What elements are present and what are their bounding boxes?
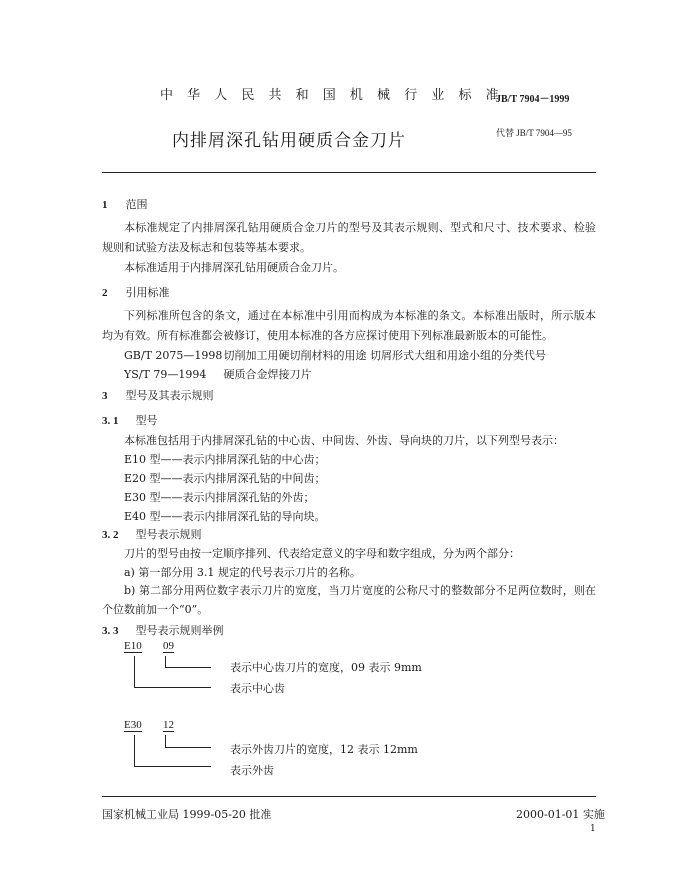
model-list-item: E20 型——表示内排屑深孔钻的中间齿；	[124, 472, 326, 485]
leader-line	[134, 687, 211, 688]
subsection-3-2-intro: 刀片的型号由按一定顺序排列、代表给定意义的字母和数字组成，分为两个部分：	[124, 547, 520, 560]
rule-item-a: a) 第一部分用 3.1 规定的代号表示刀片的名称。	[124, 566, 361, 579]
example-code: E10	[124, 640, 142, 652]
subsection-title: 型号	[135, 414, 158, 427]
subsection-3-2-heading	[102, 526, 202, 542]
section-2-paragraph-1: 下列标准所包含的条文，通过在本标准中引用而构成为本标准的条文。本标准出版时，所示版本均为有效。所有标准都会被修订，使用本标准的各方应探讨使用下列标准最新版本的可能性。	[102, 309, 596, 342]
example-code: E30	[124, 719, 142, 731]
issuing-organization: 中 华 人 民 共 和 国 机 械 行 业 标 准	[160, 88, 504, 103]
reference-code: GB/T 2075—1998	[124, 349, 223, 362]
section-1-heading	[102, 196, 148, 212]
subsection-title: 型号表示规则	[135, 528, 202, 541]
header-divider	[102, 172, 596, 173]
subsection-number: 3. 1	[102, 415, 119, 427]
approval-statement: 国家机械工业局 1999-05-20 批准	[102, 808, 272, 821]
subsection-3-3-heading	[102, 622, 224, 638]
model-list-item: E10 型——表示内排屑深孔钻的中心齿；	[124, 453, 326, 466]
section-number: 1	[102, 199, 108, 211]
section-number: 3	[102, 390, 108, 402]
example-name-description: 表示外齿	[230, 764, 274, 777]
section-number: 2	[102, 287, 108, 299]
section-1-paragraph-2: 本标准适用于内排屑深孔钻用硬质合金刀片。	[124, 261, 344, 274]
example-digits: 09	[163, 640, 174, 652]
subsection-3-1-intro: 本标准包括用于内排屑深孔钻的中心齿、中间齿、外齿、导向块的刀片，以下列型号表示：	[124, 434, 564, 447]
section-2-heading	[102, 284, 170, 300]
reference-name: 硬质合金焊接刀片	[223, 368, 312, 381]
subsection-number: 3. 2	[102, 529, 119, 541]
section-title: 范围	[125, 198, 148, 211]
model-list-item: E40 型——表示内排屑深孔钻的导向块。	[124, 510, 326, 523]
document-title: 内排屑深孔钻用硬质合金刀片	[172, 131, 406, 151]
model-list-item: E30 型——表示内排屑深孔钻的外齿；	[124, 491, 315, 504]
effective-date: 2000-01-01 实施	[516, 808, 605, 821]
subsection-title: 型号表示规则举例	[135, 624, 224, 637]
reference-code: YS/T 79—1994	[124, 368, 207, 381]
rule-item-b: b) 第二部分用两位数字表示刀片的宽度，当刀片宽度的公称尺寸的整数部分不足两位数时，则在个位数前加一个“0”。	[102, 584, 596, 616]
leader-line	[165, 735, 166, 747]
reference-row	[124, 366, 312, 382]
section-title: 型号及其表示规则	[125, 389, 214, 402]
example-width-description: 表示中心齿刀片的宽度，09 表示 9mm	[230, 661, 422, 674]
leader-line	[165, 667, 211, 668]
example-digits: 12	[163, 719, 174, 731]
standard-code: JB/T 7904－1999	[496, 94, 570, 105]
leader-line	[134, 766, 211, 767]
page-number: 1	[590, 824, 596, 834]
leader-line	[165, 656, 166, 667]
section-1-paragraph-1: 本标准规定了内排屑深孔钻用硬质合金刀片的型号及其表示规则、型式和尺寸、技术要求、检验规则和试验方法及标志和包装等基本要求。	[102, 221, 596, 254]
leader-line	[134, 735, 135, 766]
reference-name: 切削加工用硬切削材料的用途 切屑形式大组和用途小组的分类代号	[223, 349, 546, 362]
subsection-number: 3. 3	[102, 625, 119, 637]
footer-divider	[102, 796, 596, 797]
example-width-description: 表示外齿刀片的宽度，12 表示 12mm	[230, 743, 418, 756]
example-name-description: 表示中心齿	[230, 682, 285, 695]
section-title: 引用标准	[125, 286, 170, 299]
section-3-heading	[102, 387, 214, 403]
reference-row	[124, 347, 546, 363]
leader-line	[134, 656, 135, 687]
leader-line	[165, 747, 211, 748]
replaces-standard: 代替 JB/T 7904—95	[496, 128, 572, 138]
subsection-3-1-heading	[102, 412, 158, 428]
